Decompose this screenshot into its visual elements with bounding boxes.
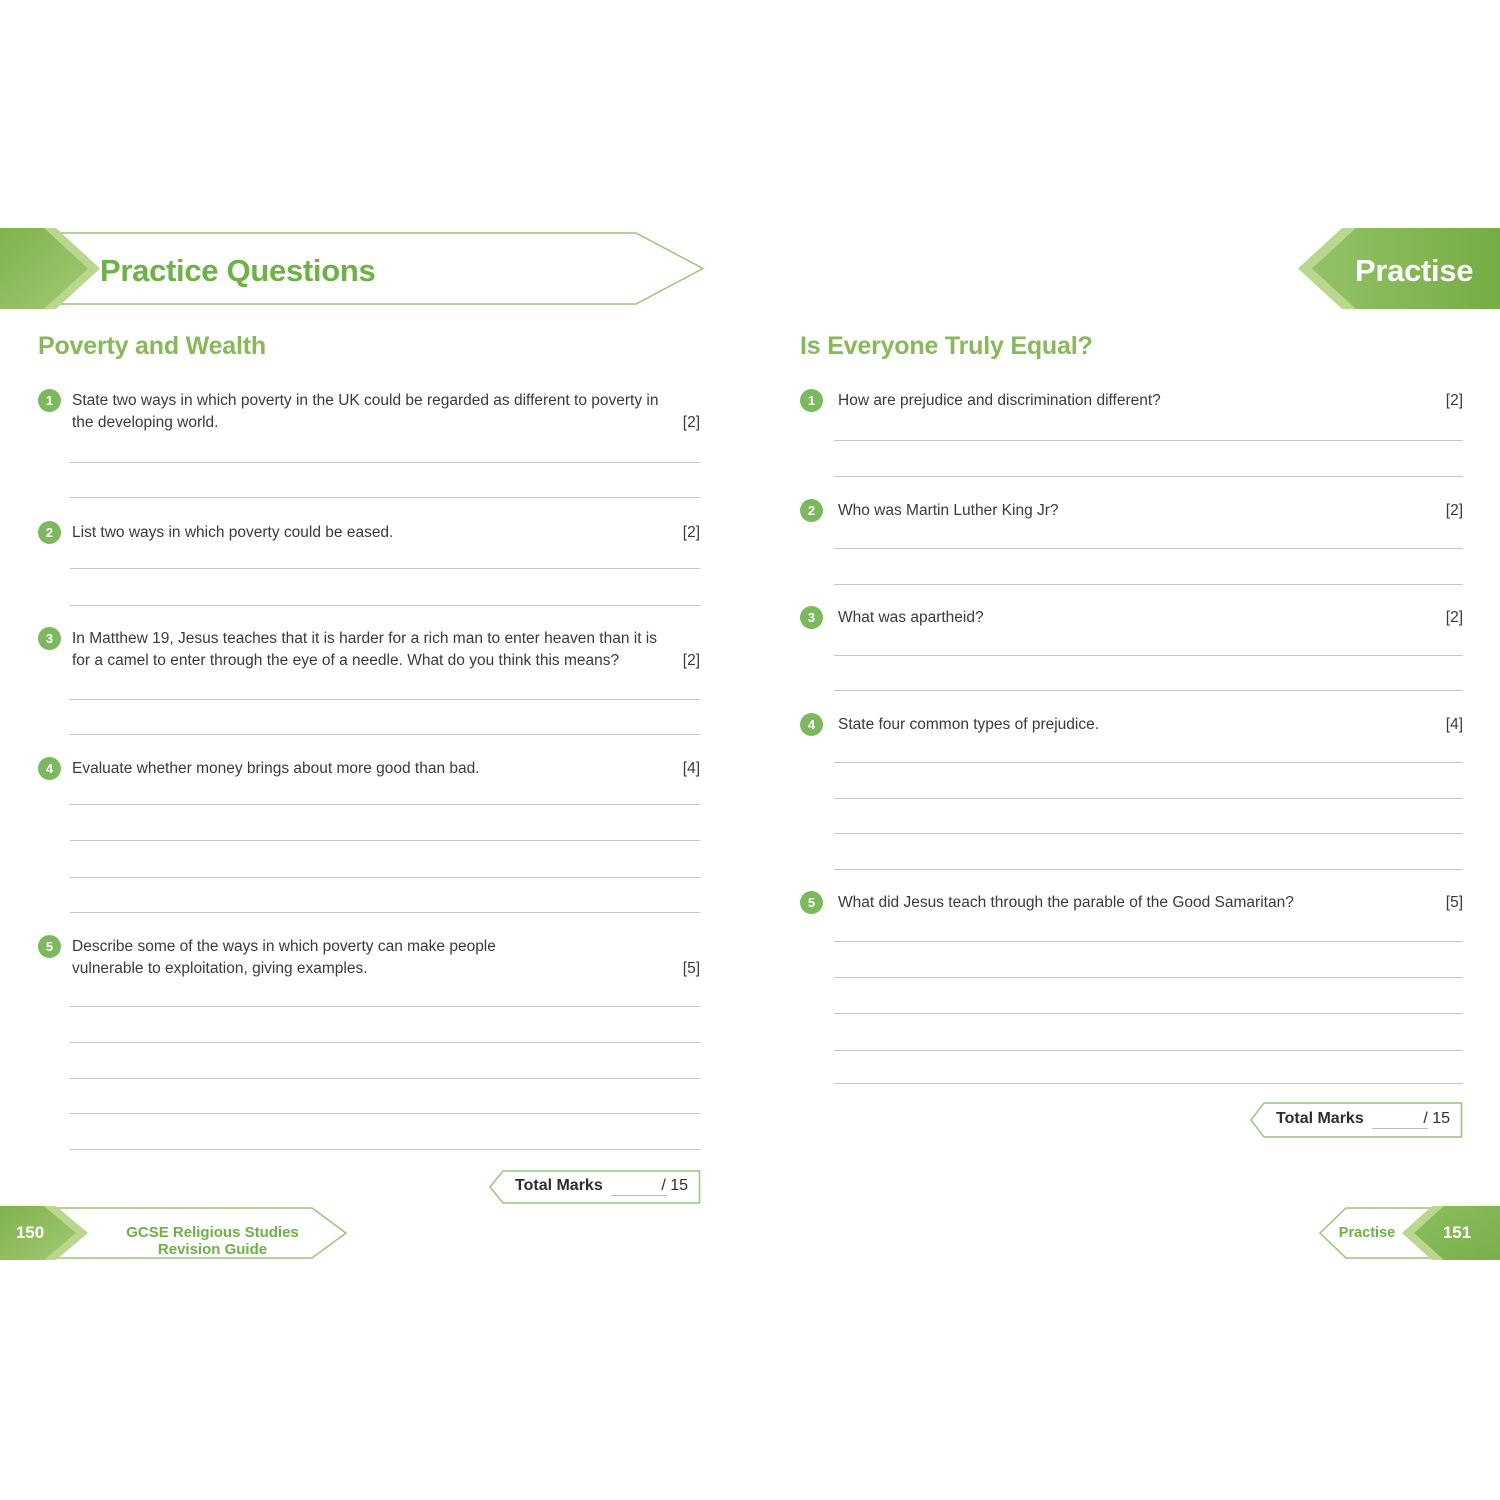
question-marks: [2] [682, 524, 700, 541]
question-row [38, 758, 700, 780]
question-marks: [2] [1445, 609, 1463, 626]
question-row [800, 607, 1463, 629]
answer-line[interactable] [70, 699, 700, 700]
question-row [38, 522, 700, 544]
question-text: State four common types of prejudice. [838, 716, 1100, 733]
answer-line[interactable] [834, 1013, 1463, 1014]
answer-line[interactable] [70, 568, 700, 569]
question-number-badge: 1 [38, 389, 61, 412]
total-marks-entry-line[interactable] [1372, 1128, 1428, 1129]
answer-line[interactable] [834, 690, 1463, 691]
answer-line[interactable] [70, 1006, 700, 1007]
answer-line[interactable] [70, 840, 700, 841]
question-row [800, 500, 1463, 522]
answer-line[interactable] [834, 941, 1463, 942]
question-row [800, 390, 1463, 412]
answer-line[interactable] [834, 762, 1463, 763]
question-number-badge: 5 [800, 891, 823, 914]
question-marks: [2] [1445, 392, 1463, 409]
question-text: What did Jesus teach through the parable of the Good Samaritan? [838, 894, 1294, 911]
question-text: List two ways in which poverty could be eased. [72, 524, 394, 541]
question-text: How are prejudice and discrimination different? [838, 392, 1161, 409]
total-marks-box [489, 1170, 701, 1204]
right-section-title: Is Everyone Truly Equal? [800, 332, 1093, 360]
question-row [800, 714, 1463, 736]
total-marks-label: Total Marks [515, 1177, 603, 1194]
question-marks: [2] [682, 414, 700, 431]
question-number-badge: 2 [38, 521, 61, 544]
question-number-badge: 3 [38, 627, 61, 650]
answer-line[interactable] [70, 877, 700, 878]
answer-line[interactable] [834, 584, 1463, 585]
left-page-number: 150 [15, 1223, 45, 1242]
question-marks: [2] [1445, 502, 1463, 519]
question-number-badge: 3 [800, 606, 823, 629]
total-marks-entry-line[interactable] [611, 1195, 667, 1196]
right-footer-section-label: Practise [1338, 1225, 1396, 1241]
question-number-badge: 1 [800, 389, 823, 412]
total-marks-value: / 15 [661, 1177, 688, 1194]
answer-line[interactable] [834, 1050, 1463, 1051]
total-marks-label: Total Marks [1276, 1110, 1364, 1127]
question-row [800, 892, 1463, 914]
total-marks-value: / 15 [1423, 1110, 1450, 1127]
question-marks: [5] [1445, 894, 1463, 911]
answer-line[interactable] [70, 912, 700, 913]
answer-line[interactable] [70, 462, 700, 463]
answer-line[interactable] [70, 804, 700, 805]
question-text: Evaluate whether money brings about more good than bad. [72, 760, 480, 777]
book-title: GCSE Religious Studies Revision Guide [126, 1224, 299, 1258]
answer-line[interactable] [834, 977, 1463, 978]
right-page-header-title: Practise [1355, 253, 1474, 288]
answer-line[interactable] [70, 497, 700, 498]
answer-line[interactable] [834, 655, 1463, 656]
question-marks: [2] [682, 652, 700, 669]
answer-line[interactable] [70, 734, 700, 735]
question-number-badge: 4 [800, 713, 823, 736]
question-text: Who was Martin Luther King Jr? [838, 502, 1059, 519]
answer-line[interactable] [834, 440, 1463, 441]
answer-line[interactable] [834, 869, 1463, 870]
answer-line[interactable] [70, 1042, 700, 1043]
right-page-number: 151 [1442, 1223, 1472, 1242]
answer-line[interactable] [834, 798, 1463, 799]
question-row [38, 390, 700, 434]
question-number-badge: 2 [800, 499, 823, 522]
question-text: In Matthew 19, Jesus teaches that it is harder for a rich man to enter heaven than it is for a camel to enter through the eye of a needle. What do you think this means? [72, 630, 658, 669]
answer-line[interactable] [834, 548, 1463, 549]
answer-line[interactable] [834, 833, 1463, 834]
question-marks: [4] [1445, 716, 1463, 733]
question-number-badge: 4 [38, 757, 61, 780]
question-text: Describe some of the ways in which poverty can make people vulnerable to exploitation, giving examples. [72, 938, 496, 977]
question-row [38, 936, 700, 980]
answer-line[interactable] [834, 1083, 1463, 1084]
question-marks: [4] [682, 760, 700, 777]
answer-line[interactable] [834, 476, 1463, 477]
answer-line[interactable] [70, 1078, 700, 1079]
answer-line[interactable] [70, 605, 700, 606]
answer-line[interactable] [70, 1113, 700, 1114]
question-text: What was apartheid? [838, 609, 984, 626]
question-text: State two ways in which poverty in the UK could be regarded as different to poverty in the developing world. [72, 392, 659, 431]
left-section-title: Poverty and Wealth [38, 332, 266, 360]
question-marks: [5] [682, 960, 700, 977]
question-number-badge: 5 [38, 935, 61, 958]
answer-line[interactable] [70, 1149, 700, 1150]
question-row [38, 628, 700, 672]
left-page-header-title: Practice Questions [100, 253, 376, 288]
total-marks-box [1250, 1102, 1463, 1138]
